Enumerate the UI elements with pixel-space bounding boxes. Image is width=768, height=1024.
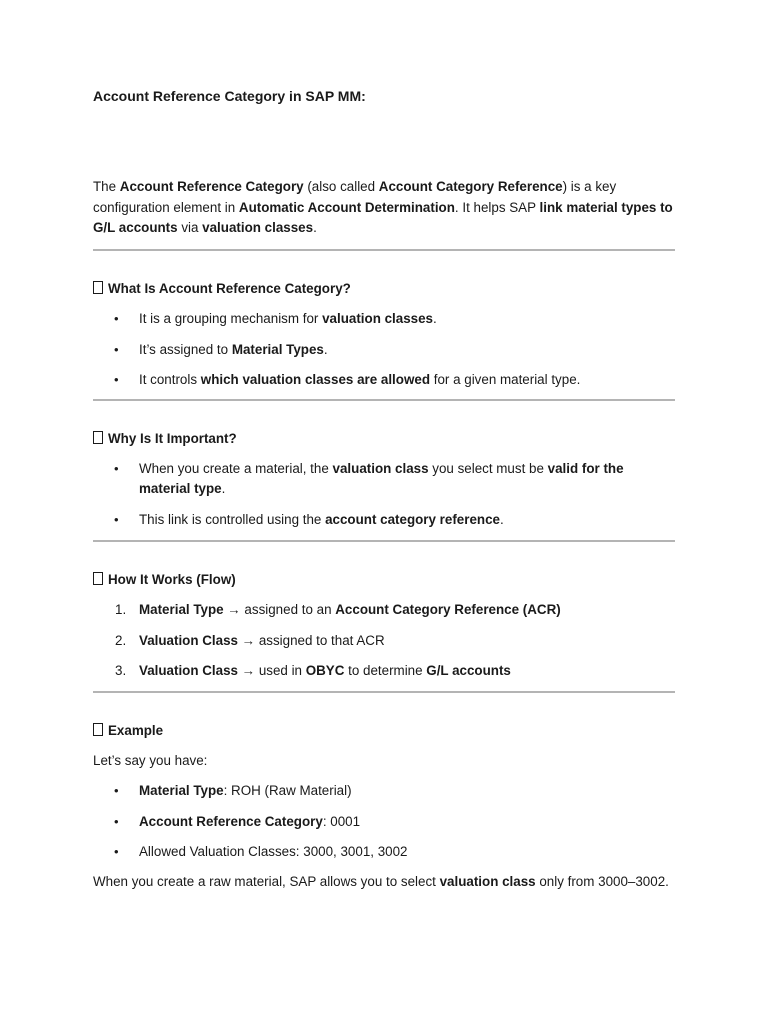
list-item: [93, 510, 675, 530]
list-item: [93, 781, 675, 801]
divider: [93, 691, 675, 693]
list-item: [93, 812, 675, 832]
why-list: [93, 459, 675, 540]
item-text: Allowed Valuation Classes: 3000, 3001, 3002: [139, 844, 408, 859]
intro-bold-4: link material types to G/L accounts: [93, 199, 673, 235]
step-bold: Account Category Reference (ACR): [335, 602, 561, 617]
divider: [93, 540, 675, 542]
step-item: [93, 600, 675, 620]
missing-glyph-icon: [93, 723, 103, 736]
item-text: .: [499, 511, 504, 527]
step-text: to determine: [344, 663, 427, 678]
intro-bold-2: Account Category Reference: [378, 179, 563, 194]
step-bold: Valuation Class: [139, 632, 238, 648]
missing-glyph-icon: [93, 281, 103, 294]
item-text: .: [323, 341, 328, 357]
item-bold: valuation classes: [322, 311, 433, 326]
section-heading-example: [93, 722, 163, 740]
closing-text: only from 3000–3002.: [535, 874, 669, 889]
step-item: [93, 661, 675, 681]
item-text: for a given material type.: [430, 372, 581, 387]
document-title: Account Reference Category in SAP MM:: [93, 88, 366, 104]
intro-bold-5: valuation classes: [202, 220, 314, 235]
step-text: → used in: [237, 663, 306, 678]
section-heading-why: [93, 430, 237, 448]
step-number: 3.: [115, 663, 127, 678]
list-item: [93, 370, 675, 390]
section-heading-text: How It Works (Flow): [108, 572, 236, 587]
section-heading-text: Example: [108, 723, 164, 738]
intro-bold-1: Account Reference Category: [119, 179, 304, 194]
example-list: [93, 781, 675, 873]
missing-glyph-icon: [93, 431, 103, 444]
list-item: [93, 340, 675, 360]
item-text: you select must be: [428, 461, 548, 476]
intro-text-3: ) is a key configuration element in: [93, 179, 617, 215]
step-bold: OBYC: [305, 663, 345, 678]
item-bold: Account Reference Category: [139, 813, 323, 829]
intro-text-4: . It helps SAP: [454, 199, 540, 215]
step-number: 2.: [115, 632, 127, 648]
closing-bold: valuation class: [439, 874, 536, 889]
item-text: : 0001: [322, 813, 361, 829]
section-heading-flow: [93, 571, 236, 589]
step-number: 1.: [115, 602, 127, 617]
closing-text: When you create a raw material, SAP allows you to select: [93, 874, 440, 889]
item-text: When you create a material, the: [139, 461, 333, 476]
item-text: .: [433, 311, 437, 326]
intro-bold-3: Automatic Account Determination: [238, 199, 455, 215]
item-text: It’s assigned to: [139, 341, 232, 357]
item-bold: valid for the material type: [139, 461, 624, 496]
section-heading-what: [93, 280, 351, 298]
example-lead: Let’s say you have:: [93, 753, 208, 768]
item-text: It is a grouping mechanism for: [139, 311, 323, 326]
list-item: [93, 459, 675, 499]
section-heading-text: What Is Account Reference Category?: [108, 281, 351, 296]
list-item: [93, 842, 675, 862]
step-text: → assigned to an: [223, 602, 336, 617]
item-bold: valuation class: [332, 461, 429, 476]
example-closing: [93, 872, 675, 893]
item-bold: account category reference: [325, 511, 500, 527]
divider: [93, 249, 675, 251]
intro-text-5: via: [177, 220, 203, 235]
step-text: → assigned to that ACR: [237, 632, 385, 648]
intro-text-1: The: [93, 179, 120, 194]
step-item: [93, 631, 675, 651]
missing-glyph-icon: [93, 572, 103, 585]
item-bold: which valuation classes are allowed: [200, 372, 431, 387]
item-bold: Material Type: [139, 783, 224, 798]
item-text: : ROH (Raw Material): [223, 783, 352, 798]
item-bold: Material Types: [231, 341, 324, 357]
item-text: This link is controlled using the: [139, 511, 326, 527]
step-bold: Valuation Class: [139, 663, 238, 678]
divider: [93, 399, 675, 401]
section-heading-text: Why Is It Important?: [108, 431, 237, 446]
item-text: .: [221, 481, 226, 496]
intro-paragraph: [93, 177, 675, 239]
intro-text-6: .: [313, 220, 317, 235]
list-item: [93, 309, 675, 329]
intro-text-2: (also called: [303, 179, 379, 194]
step-bold: Material Type: [139, 602, 224, 617]
item-text: It controls: [139, 372, 201, 387]
what-list: [93, 309, 675, 401]
step-bold: G/L accounts: [426, 663, 511, 678]
flow-steps: [93, 600, 675, 692]
